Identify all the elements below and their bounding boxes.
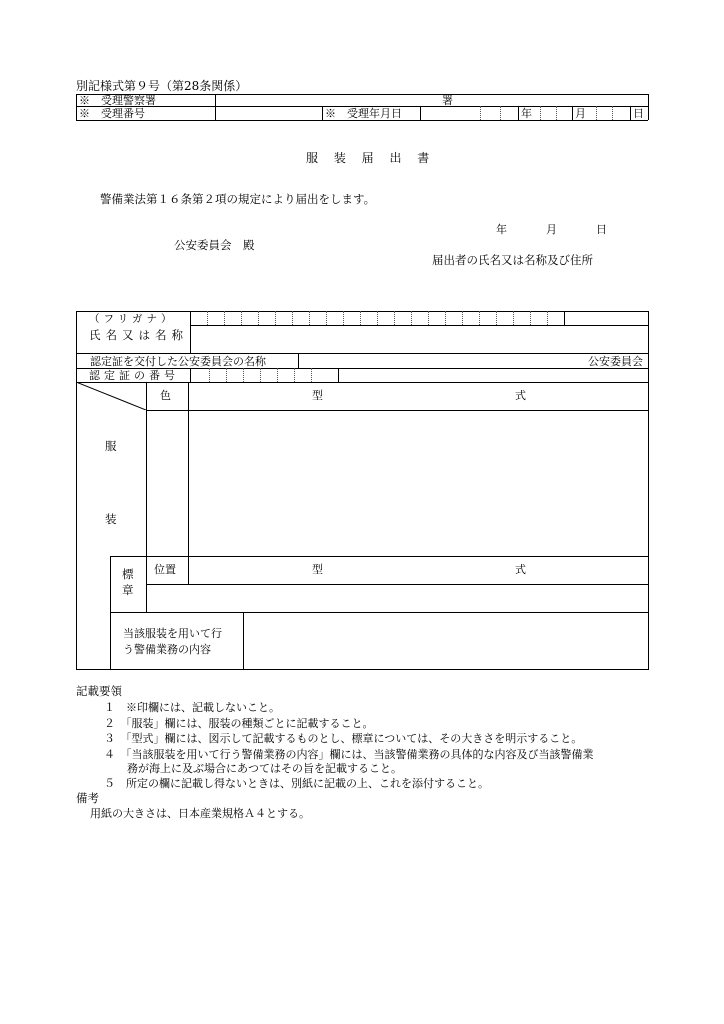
duty-label-2: う警備業務の内容	[123, 643, 211, 656]
reception-day: 日	[633, 107, 644, 120]
diagonal-header-cell	[76, 382, 146, 410]
reception-date-label: ※ 受理年月日	[325, 107, 402, 120]
badge-label-1: 標	[122, 567, 134, 581]
model-header-left: 型	[312, 389, 323, 402]
date-year: 年	[496, 223, 507, 236]
note-item-5: ５ 所定の欄に記載し得ないときは、別紙に記載の上、これを添付すること。	[104, 777, 489, 790]
name-label: 氏名又は名称	[89, 328, 188, 342]
clothing-label-2: 装	[105, 512, 117, 526]
badge-model-left: 型	[312, 563, 323, 576]
note-item-4: ４ 「当該服装を用いて行う警備業務の内容」欄には、当該警備業務の具体的な内容及び当該警備業	[104, 748, 594, 761]
badge-model-right: 式	[515, 563, 526, 576]
position-header: 位置	[154, 563, 176, 576]
station-suffix: 署	[442, 94, 453, 107]
cert-number-label: 認定証の番号	[89, 369, 179, 382]
remarks-heading: 備考	[76, 791, 99, 805]
reception-month: 月	[575, 107, 586, 120]
date-month: 月	[546, 223, 557, 236]
reception-number-label: ※ 受理番号	[79, 107, 145, 120]
cert-commission-label: 認定証を交付した公安委員会の名称	[90, 355, 266, 368]
form-id: 別記様式第９号（第28条関係）	[76, 79, 248, 93]
reception-year: 年	[521, 107, 532, 120]
addressee: 公安委員会 殿	[174, 238, 255, 252]
commission-suffix: 公安委員会	[588, 355, 643, 368]
note-item-1: １ ※印欄には、記載しないこと。	[104, 701, 280, 714]
color-header: 色	[160, 389, 171, 402]
police-station-label: ※ 受理警察署	[79, 94, 156, 107]
note-item-3: ３ 「型式」欄には、図示して記載するものとし、標章については、その大きさを明示すること。	[104, 732, 583, 745]
remarks-text: 用紙の大きさは、日本産業規格Ａ４とする。	[90, 807, 310, 820]
statement: 警備業法第１６条第２項の規定により届出をします。	[100, 192, 376, 206]
applicant-label: 届出者の氏名又は名称及び住所	[432, 253, 593, 267]
date-day: 日	[596, 223, 607, 236]
notes-heading: 記載要領	[76, 684, 122, 698]
duty-label-1: 当該服装を用いて行	[123, 627, 222, 640]
note-item-2: ２ 「服装」欄には、服装の種類ごとに記載すること。	[104, 717, 374, 730]
furigana-label: （フリガナ）	[89, 313, 176, 325]
model-header-right: 式	[515, 389, 526, 402]
note-item-4-cont: 務が海上に及ぶ場合にあつてはその旨を記載すること。	[127, 762, 402, 775]
badge-label-2: 章	[122, 583, 134, 597]
form-title: 服 装 届 出 書	[306, 151, 436, 165]
clothing-label-1: 服	[105, 439, 117, 453]
